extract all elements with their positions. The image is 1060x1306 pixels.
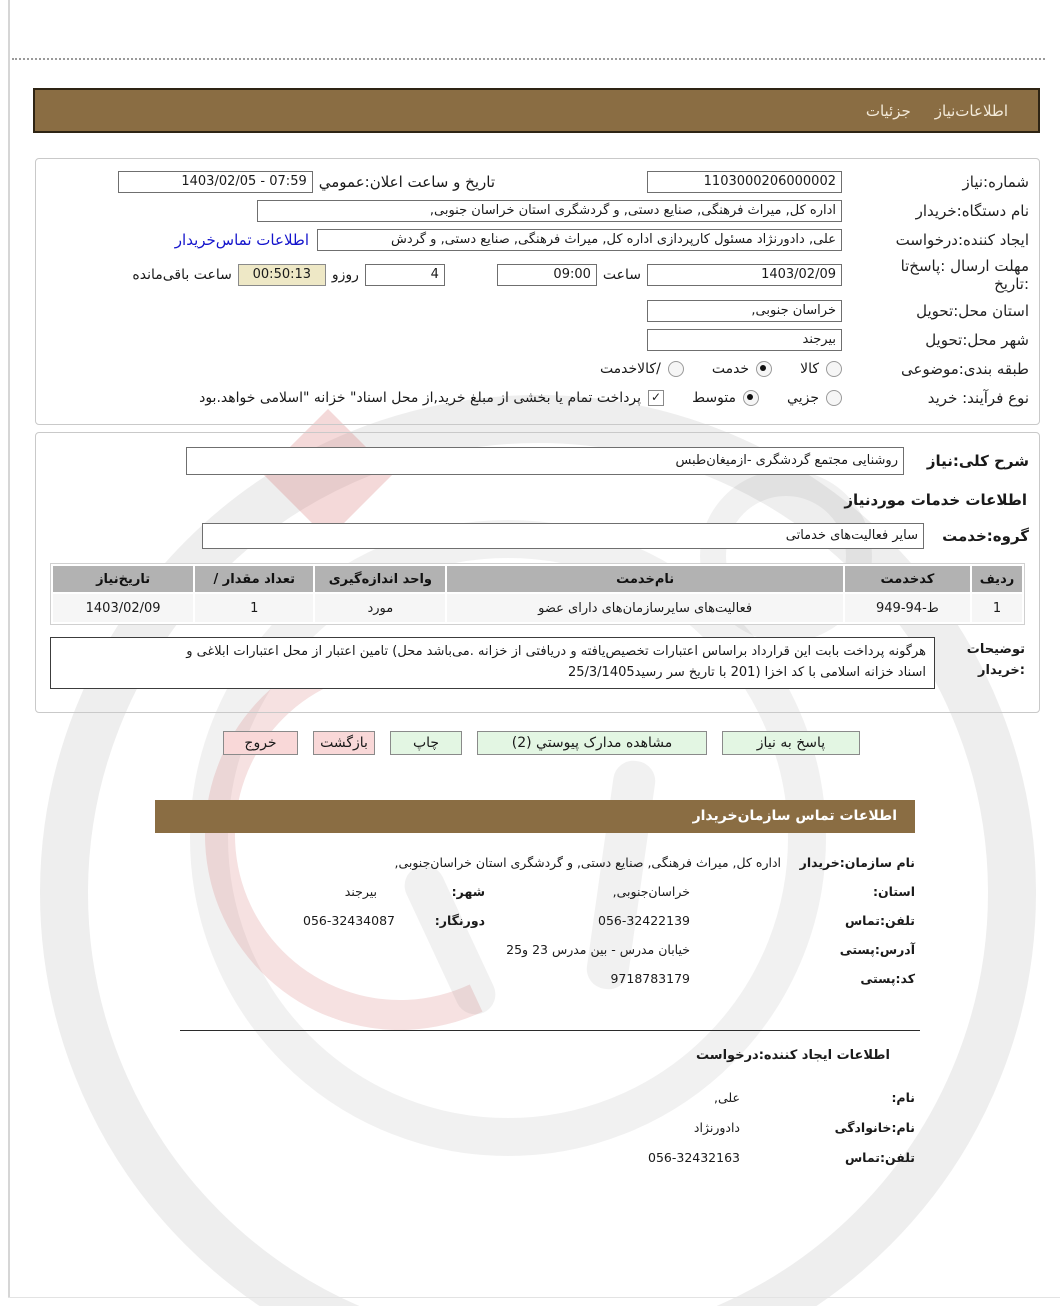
delivery-province-row [46,298,1029,323]
creator-lastname-value: دادورنژاد [693,1119,740,1135]
city-label: شهر: [451,884,485,899]
tab-details[interactable]: جزئیات [865,101,911,120]
cell-need-date: 1403/02/09 [53,594,193,622]
request-creator-row [46,227,1029,252]
creator-lastname-label: نام:خانوادگی [834,1119,915,1135]
delivery-city-label: شهر محل:تحویل [925,330,1029,349]
services-table-header-row [53,566,1022,592]
need-number-field[interactable]: 1103000206000002 [647,171,842,193]
buyer-notes-label-line2: :خریدار [978,662,1025,678]
address-value: خیابان مدرس - بین مدرس 23 و25 [506,942,690,957]
process-type-label: نوع فرآیند: خرید [927,388,1029,407]
cell-service-code: ط-94-949 [845,594,970,622]
deadline-label-line2: :تاریخ [994,275,1029,293]
services-info-heading: اطلاعات خدمات موردنیاز [844,491,1027,509]
buyer-contact-link[interactable]: اطلاعات تماس‌خریدار [174,230,309,249]
countdown-timer: 00:50:13 [238,264,326,286]
subject-category-row [46,356,1029,381]
services-table-wrapper [50,563,1025,625]
deadline-time-field[interactable]: 09:00 [497,264,597,286]
back-button[interactable]: بازگشت [313,731,375,755]
buyer-org-field[interactable]: اداره کل, میراث فرهنگی, صنایع دستی, و گردشگری استان خراسان جنوبی, [257,200,842,222]
radio-service-label: خدمت [711,360,750,377]
top-dotted-divider [12,58,1045,60]
buyer-org-label: نام دستگاه:خریدار [915,201,1029,220]
page-left-border [8,0,10,1298]
radio-goods-service[interactable] [668,361,684,377]
buyer-notes-label-line1: توضیحات [966,642,1025,657]
deadline-label-line1: مهلت ارسال :پاسخ‌تا [900,257,1029,275]
payment-checkbox[interactable]: ✓ [648,390,664,406]
creator-section [155,1082,915,1172]
table-row [53,594,1022,622]
buyer-notes-label [935,637,1025,682]
col-quantity: تعداد مقدار / [195,566,313,592]
radio-service[interactable] [756,361,772,377]
fax-label: دورنگار: [434,913,485,928]
exit-button[interactable]: خروج [223,731,298,755]
buyer-notes-line1: هرگونه پرداخت بابت این قرارداد براساس اعتبارات تخصیص‌یافته و دریافتی از خزانه .می‌باشد محل) تامین اعتبار از محل اعتبارات ابلاغی و [186,644,926,659]
radio-goods-service-label: /کالاخدمت [599,360,661,377]
creator-firstname-value: علی, [714,1089,740,1105]
cell-row-number: 1 [972,594,1022,622]
delivery-province-field[interactable]: خراسان جنوبی, [647,300,842,322]
request-creator-label: ایجاد کننده:درخواست [895,230,1029,249]
service-group-row [46,523,1029,549]
province-value: خراسان‌جنوبی, [612,884,690,899]
province-label: استان: [872,884,915,899]
delivery-city-row [46,327,1029,352]
respond-to-need-button[interactable]: پاسخ به نیاز [722,731,860,755]
top-tab-bar [33,88,1040,133]
col-need-date: تاریخ‌نیاز [53,566,193,592]
process-type-row [46,385,1029,410]
creator-phone-label: تلفن:تماس [844,1149,915,1165]
buyer-contact-bar: اطلاعات تماس سازمان‌خریدار [155,800,915,833]
payment-checkbox-label: پرداخت تمام یا بخشی از مبلغ خرید,از محل اسناد" خزانه "اسلامی خواهد.بود [199,389,642,406]
days-remaining-field[interactable]: 4 [365,264,445,286]
need-number-label: شماره:نیاز [962,172,1029,191]
request-creator-field[interactable]: علی, دادورنژاد مسئول کارپردازی اداره کل, میراث فرهنگی, صنایع دستی, و گردش [317,229,842,251]
radio-goods[interactable] [826,361,842,377]
creator-section-heading: اطلاعات ایجاد کننده:درخواست [696,1048,890,1063]
need-detail-section [35,432,1040,713]
phone-label: تلفن:تماس [844,913,915,928]
delivery-province-label: استان محل:تحویل [916,301,1029,320]
col-unit: واحد اندازه‌گیری [315,566,445,592]
org-name-value: اداره کل, میراث فرهنگی, صنایع دستی, و گردشگری استان خراسان‌جنوبی, [394,855,781,870]
subject-category-label: طبقه بندی:موضوعی [901,359,1029,378]
cell-quantity: 1 [195,594,313,622]
delivery-city-field[interactable]: بیرجند [647,329,842,351]
radio-medium-label: متوسط [692,389,737,406]
buyer-org-row [46,198,1029,223]
radio-partial-label: جزیي [787,389,819,406]
services-table [51,564,1024,624]
need-desc-label: شرح کلی:نیاز [926,452,1029,470]
days-label: روزو [331,267,359,283]
city-value: بیرجند [344,884,377,899]
buyer-notes-box [50,637,935,689]
service-group-label: گروه:خدمت [942,527,1029,545]
postal-code-value: 9718783179 [610,971,690,986]
deadline-label [842,257,1029,293]
col-service-code: کدخدمت [845,566,970,592]
need-summary-section [35,158,1040,425]
radio-partial[interactable] [826,390,842,406]
need-desc-row [46,447,1029,475]
buyer-notes-line2: اسناد خزانه اسلامی با کد اخزا (201 با تاریخ سر رسید25/3/1405 [567,664,926,680]
buyer-contact-section [155,848,915,993]
creator-firstname-label: نام: [891,1089,915,1105]
radio-goods-label: کالا [800,360,819,377]
hour-label: ساعت [602,267,641,283]
creator-phone-value: 056-32432163 [648,1149,740,1165]
tab-need-info[interactable]: اطلاعات‌نیاز [934,101,1008,120]
announce-label: تاریخ و ساعت اعلان:عمومي [318,172,495,191]
phone-value: 056-32422139 [598,913,690,928]
deadline-date-field[interactable]: 1403/02/09 [647,264,842,286]
remaining-label: ساعت باقی‌مانده [132,267,232,283]
service-group-field[interactable]: سایر فعالیت‌های خدماتی [202,523,924,549]
cell-unit: مورد [315,594,445,622]
deadline-row [46,256,1029,294]
col-service-name: نام‌خدمت [447,566,842,592]
need-desc-field[interactable]: روشنایی مجتمع گردشگری -ازمیغان‌طبس [186,447,904,475]
org-name-label: نام سازمان:خریدار [799,855,915,870]
fax-value: 056-32434087 [303,913,395,928]
address-label: آدرس:پستی [839,942,915,957]
print-button[interactable]: چاپ [390,731,462,755]
view-attachments-button[interactable]: مشاهده مدارک پیوستي (2) [477,731,707,755]
action-buttons-bar [205,731,860,755]
need-number-row [46,169,1029,194]
buyer-notes-row [50,637,1025,689]
announce-datetime-field[interactable]: 07:59 - 1403/02/05 [118,171,313,193]
cell-service-name: فعالیت‌های سایرسازمان‌های دارای عضو [447,594,842,622]
section-divider [180,1030,920,1031]
page-bottom-border [8,1297,1060,1298]
radio-medium[interactable] [743,390,759,406]
postal-code-label: کد:پستی [860,971,915,986]
col-row-number: ردیف [972,566,1022,592]
